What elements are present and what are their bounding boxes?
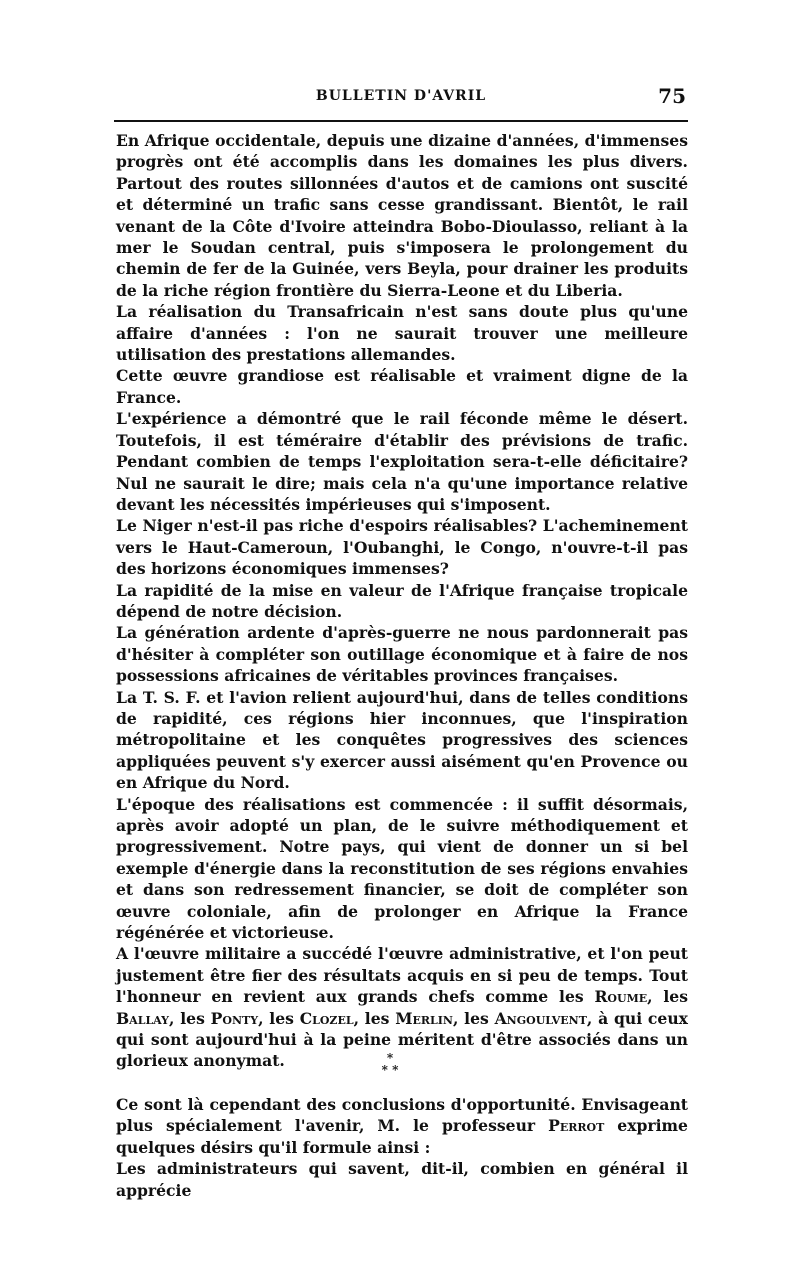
running-head <box>112 86 690 112</box>
header-rule <box>114 120 688 122</box>
person-name: Merlin <box>395 1008 453 1028</box>
body-text <box>116 130 688 1072</box>
paragraph: L'époque des réalisations est commencée : il suffit désormais, après avoir adopté un plan, de le suivre méthodiquement et progressivement. Notre pays, qui vient de donner un si bel exemple d'énergie dans la reconstitution de ses régions envahies et dans son redressement financier, se doit de compléter son œuvre coloniale, afin de prolonger en Afrique la France régénérée et victorieuse. <box>116 794 688 943</box>
paragraph: Cette œuvre grandiose est réalisable et vraiment digne de la France. <box>116 366 688 407</box>
running-title: BULLETIN D'AVRIL <box>315 88 487 104</box>
page-number: 75 <box>658 84 686 108</box>
asterism-divider <box>360 1052 420 1076</box>
text-run: , à qui ceux qui sont aujourd'hui à la peine méritent d'être associés dans un glorieux anonymat. <box>116 1008 688 1071</box>
text-run: exprime quelques désirs qu'il formule ainsi : <box>116 1116 688 1157</box>
paragraph: La génération ardente d'après-guerre ne nous pardonnerait pas d'hésiter à compléter son outillage économique et à faire de nos possessions africaines de véritables provinces françaises. <box>116 623 688 686</box>
paragraph: Le Niger n'est-il pas riche d'espoirs réalisables? L'acheminement vers le Haut-Cameroun, l'Oubanghi, le Congo, n'ouvre-t-il pas des horizons économiques immenses? <box>116 516 688 579</box>
text-run: Ce sont là cependant des conclusions d'opportunité. Envisageant plus spécialement l'avenir, M. le professeur <box>116 1095 688 1136</box>
person-name: Roume <box>594 987 648 1007</box>
text-run: , les <box>647 987 689 1007</box>
person-name: Ponty <box>210 1008 259 1028</box>
paragraph: En Afrique occidentale, depuis une dizaine d'années, d'immenses progrès ont été accomplis dans les domaines les plus divers. Partout des routes sillonnées d'autos et de camions ont suscité et déterminé un trafic sans cesse grandissant. Bientôt, le rail venant de la Côte d'Ivoire atteindra Bobo-Dioulasso, reliant à la mer le Soudan central, puis s'imposera le prolongement du chemin de fer de la Guinée, vers Beyla, pour drainer les produits de la riche région frontière du Sierra-Leone et du Liberia. <box>116 131 688 300</box>
asterism-top: * <box>386 1051 394 1065</box>
paragraph: La rapidité de la mise en valeur de l'Afrique française tropicale dépend de notre décision. <box>116 580 688 621</box>
person-name: Ballay <box>116 1008 170 1028</box>
person-name: Clozel <box>299 1008 354 1028</box>
text-run: , les <box>258 1008 300 1028</box>
paragraph: La T. S. F. et l'avion relient aujourd'hui, dans de telles conditions de rapidité, ces régions hier inconnues, que l'inspiration métropolitaine et les conquêtes progressives des sciences appliquées peuvent s'y exercer aussi aisément qu'en Provence ou en Afrique du Nord. <box>116 687 688 793</box>
asterism-bottom: * * <box>381 1063 399 1077</box>
text-run: , les <box>452 1008 495 1028</box>
text-run: A l'œuvre militaire a succédé l'œuvre administrative, et l'on peut justement être fier des résultats acquis en si peu de temps. Tout l'honneur en revient aux grands chefs comme les <box>116 944 688 1007</box>
person-name: Perrot <box>548 1116 605 1136</box>
text-run: , les <box>353 1008 396 1028</box>
paragraph: L'expérience a démontré que le rail féconde même le désert. Toutefois, il est téméraire d'établir des prévisions de trafic. Pendant combien de temps l'exploitation sera-t-elle déficitaire? Nul ne saurait le dire; mais cela n'a qu'une importance relative devant les nécessités impérieuses qui s'imposent. <box>116 409 688 514</box>
paragraph: Les administrateurs qui savent, dit-il, combien en général il apprécie <box>116 1159 688 1200</box>
paragraph: La réalisation du Transafricain n'est sans doute plus qu'une affaire d'années : l'on ne saurait trouver une meilleure utilisation des prestations allemandes. <box>116 302 688 365</box>
person-name: Angoulvent <box>494 1008 587 1028</box>
section-two-text <box>116 1094 688 1201</box>
text-run: , les <box>169 1008 211 1028</box>
paragraph-conclusions <box>116 1094 688 1158</box>
